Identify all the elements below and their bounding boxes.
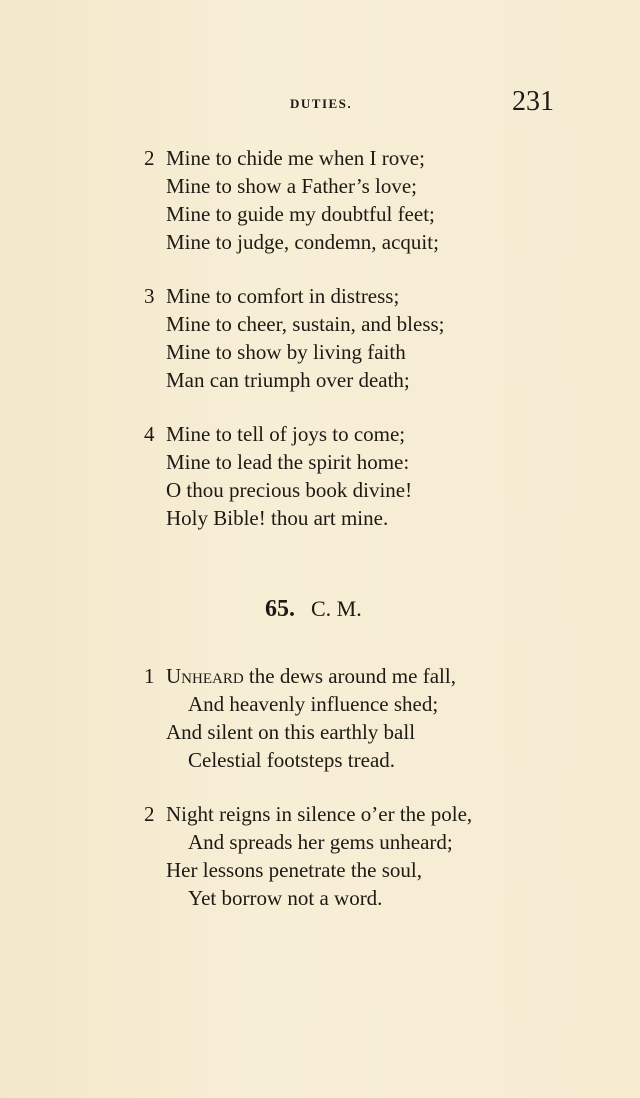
verse-line: Mine to tell of joys to come; xyxy=(166,422,406,446)
first-word: Unheard xyxy=(166,664,244,688)
verse-line: Mine to comfort in distress; xyxy=(166,284,400,308)
stanza-number: 1 xyxy=(144,664,155,688)
verse-line xyxy=(166,662,456,690)
running-title: DUTIES. xyxy=(290,96,353,111)
verse-line: And heavenly influence shed; xyxy=(188,692,439,716)
hymn-meter: C. M. xyxy=(311,596,362,621)
stanza-number: 4 xyxy=(144,422,155,446)
verse-line: Mine to guide my doubtful feet; xyxy=(166,202,435,226)
page-number: 231 xyxy=(512,86,554,117)
verse-line: Mine to show by living faith xyxy=(166,340,406,364)
verse-line: Her lessons penetrate the soul, xyxy=(166,858,423,882)
hymn-heading xyxy=(265,596,362,623)
verse-line: Holy Bible! thou art mine. xyxy=(166,506,389,530)
verse-line: O thou precious book divine! xyxy=(166,478,413,502)
verse-line: And spreads her gems unheard; xyxy=(188,830,453,854)
verse-line: And silent on this earthly ball xyxy=(166,720,416,744)
verse-line: Mine to lead the spirit home: xyxy=(166,450,410,474)
stanza-number: 3 xyxy=(144,284,155,308)
verse-line: Mine to show a Father’s love; xyxy=(166,174,417,198)
verse-line: Mine to chide me when I rove; xyxy=(166,146,425,170)
stanza-number: 2 xyxy=(144,802,155,826)
hymn-number: 65. xyxy=(265,596,295,622)
verse-line: Man can triumph over death; xyxy=(166,368,410,392)
verse-line: Night reigns in silence o’er the pole, xyxy=(166,802,473,826)
stanza-number: 2 xyxy=(144,146,155,170)
verse-line: Mine to judge, condemn, acquit; xyxy=(166,230,439,254)
verse-line: Mine to cheer, sustain, and bless; xyxy=(166,312,445,336)
verse-line-rest: the dews around me fall, xyxy=(243,664,456,688)
verse-line: Yet borrow not a word. xyxy=(188,886,383,910)
verse-line: Celestial footsteps tread. xyxy=(188,748,396,772)
